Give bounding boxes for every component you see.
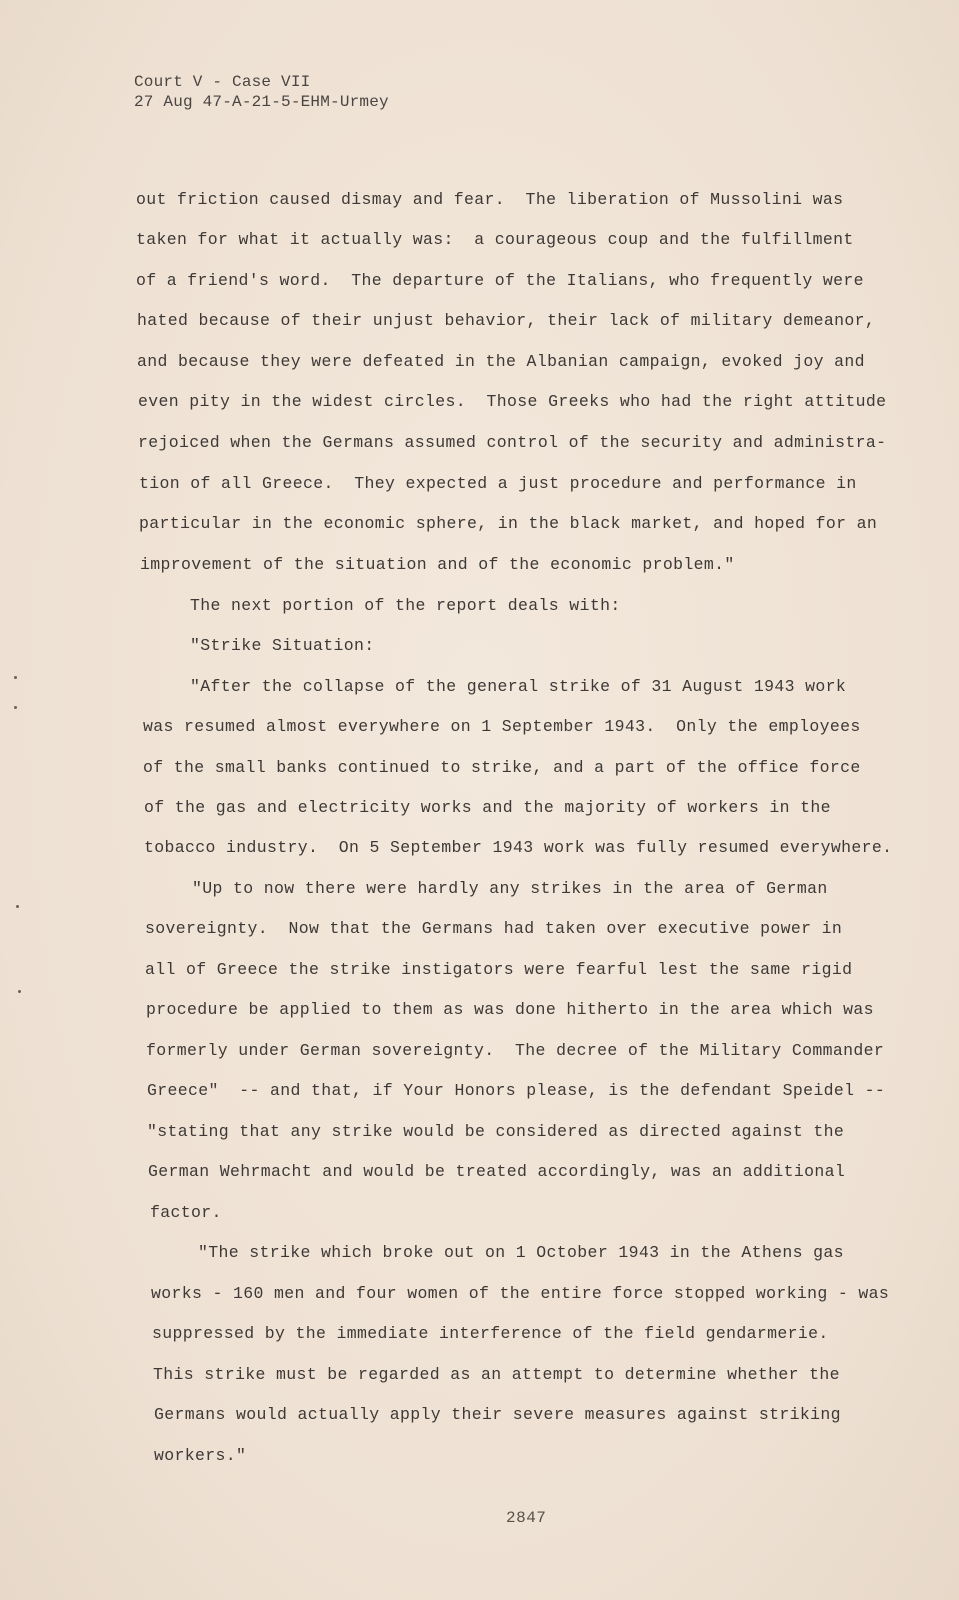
- body-line: of the small banks continued to strike, and a part of the office force: [143, 758, 861, 777]
- body-line: "Up to now there were hardly any strikes in the area of German: [192, 879, 828, 898]
- body-line: tobacco industry. On 5 September 1943 work was fully resumed everywhere.: [144, 838, 893, 857]
- body-line: German Wehrmacht and would be treated accordingly, was an additional: [148, 1162, 846, 1181]
- section-heading: "Strike Situation:: [190, 636, 375, 655]
- margin-mark: [16, 905, 19, 908]
- body-line: sovereignty. Now that the Germans had taken over executive power in: [145, 919, 843, 938]
- body-line: procedure be applied to them as was done hitherto in the area which was: [146, 1000, 874, 1019]
- body-line: "stating that any strike would be considered as directed against the: [147, 1122, 845, 1141]
- body-line: Greece" -- and that, if Your Honors please, is the defendant Speidel --: [147, 1081, 886, 1100]
- body-line: formerly under German sovereignty. The decree of the Military Commander: [146, 1041, 885, 1060]
- body-line: "The strike which broke out on 1 October 1943 in the Athens gas: [198, 1243, 844, 1262]
- body-line: rejoiced when the Germans assumed control of the security and administra-: [138, 433, 887, 452]
- body-line: improvement of the situation and of the economic problem.": [140, 555, 735, 574]
- body-line: of a friend's word. The departure of the Italians, who frequently were: [136, 271, 864, 290]
- body-line: Germans would actually apply their severe measures against striking: [154, 1405, 841, 1424]
- body-line: and because they were defeated in the Albanian campaign, evoked joy and: [137, 352, 865, 371]
- page-number: 2847: [506, 1509, 547, 1527]
- body-line: even pity in the widest circles. Those Greeks who had the right attitude: [138, 392, 887, 411]
- body-line: of the gas and electricity works and the majority of workers in the: [144, 798, 831, 817]
- body-line: workers.": [154, 1446, 247, 1465]
- body-line: was resumed almost everywhere on 1 September 1943. Only the employees: [143, 717, 861, 736]
- body-line: The next portion of the report deals with:: [190, 596, 621, 615]
- header-court-case: Court V - Case VII: [134, 73, 311, 91]
- body-line: out friction caused dismay and fear. The liberation of Mussolini was: [136, 190, 844, 209]
- margin-mark: [18, 990, 21, 993]
- body-line: all of Greece the strike instigators were fearful lest the same rigid: [145, 960, 853, 979]
- document-header: [134, 72, 389, 112]
- body-line: taken for what it actually was: a courageous coup and the fulfillment: [136, 230, 854, 249]
- body-line: "After the collapse of the general strike of 31 August 1943 work: [190, 677, 847, 696]
- margin-mark: [14, 676, 17, 679]
- body-line: suppressed by the immediate interference of the field gendarmerie.: [152, 1324, 829, 1343]
- body-line: tion of all Greece. They expected a just procedure and performance in: [139, 474, 857, 493]
- body-line: particular in the economic sphere, in the black market, and hoped for an: [139, 514, 878, 533]
- body-line: hated because of their unjust behavior, their lack of military demeanor,: [137, 311, 876, 330]
- margin-mark: [14, 706, 17, 709]
- body-line: This strike must be regarded as an attempt to determine whether the: [153, 1365, 840, 1384]
- body-line: works - 160 men and four women of the entire force stopped working - was: [151, 1284, 890, 1303]
- body-line: factor.: [150, 1203, 222, 1222]
- header-date-reference: 27 Aug 47-A-21-5-EHM-Urmey: [134, 93, 389, 111]
